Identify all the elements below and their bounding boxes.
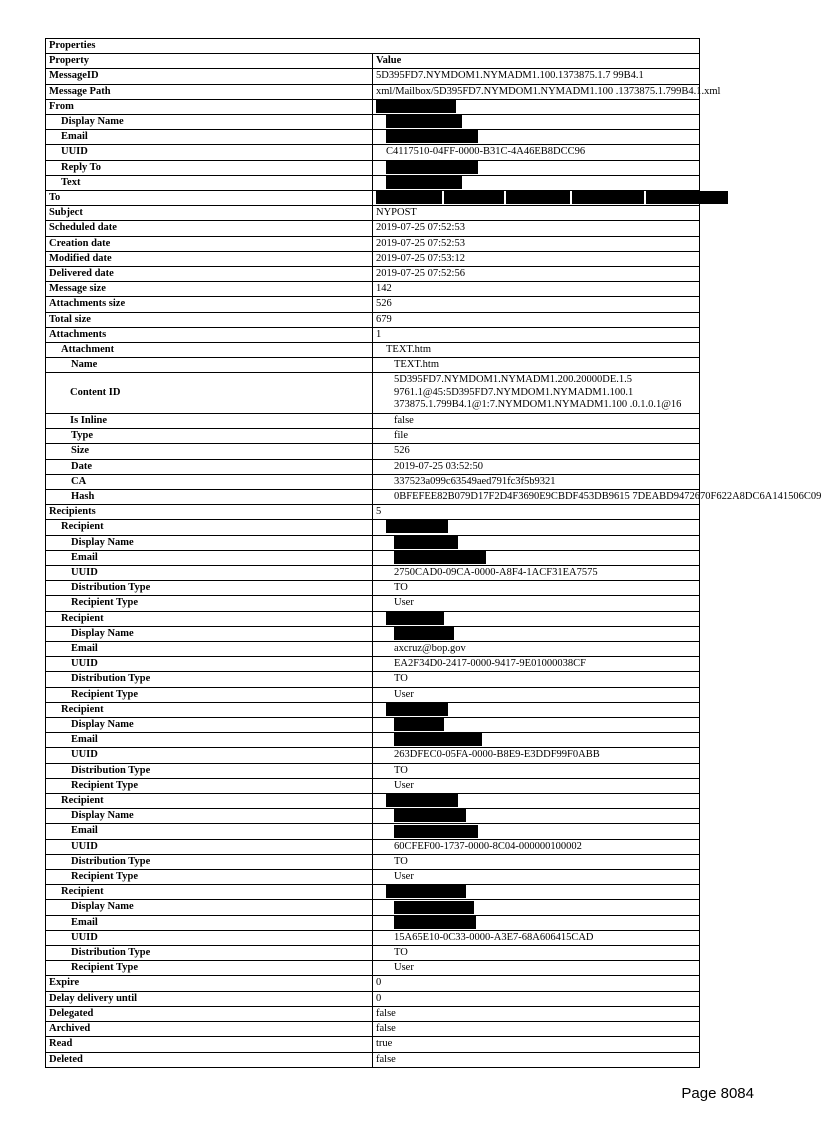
property-value: NYPOST <box>373 206 700 221</box>
redacted-value <box>373 611 700 626</box>
table-row <box>46 809 700 824</box>
redaction-box <box>394 916 476 929</box>
property-value: 2019-07-25 07:52:56 <box>373 267 700 282</box>
column-header-property: Property <box>46 54 373 69</box>
property-label: Attachments <box>46 327 373 342</box>
redacted-value <box>373 130 700 145</box>
table-row <box>46 1006 700 1021</box>
table-row <box>46 626 700 641</box>
table-row <box>46 69 700 84</box>
table-row <box>46 115 700 130</box>
property-label: CA <box>46 474 373 489</box>
table-row <box>46 282 700 297</box>
redacted-value <box>373 520 700 535</box>
property-value: TEXT.htm <box>373 358 700 373</box>
property-label: Email <box>46 915 373 930</box>
property-label: From <box>46 99 373 114</box>
table-row <box>46 267 700 282</box>
table-row <box>46 520 700 535</box>
redaction-box <box>386 176 462 189</box>
property-label: Recipient <box>46 794 373 809</box>
property-label: Reply To <box>46 160 373 175</box>
property-label: Display Name <box>46 718 373 733</box>
table-row <box>46 489 700 504</box>
property-label: Scheduled date <box>46 221 373 236</box>
property-value: 263DFEC0-05FA-0000-B8E9-E3DDF99F0ABB <box>373 748 700 763</box>
property-label: Type <box>46 429 373 444</box>
table-row <box>46 535 700 550</box>
property-label: Email <box>46 130 373 145</box>
property-label: Recipients <box>46 505 373 520</box>
property-value: 0 <box>373 991 700 1006</box>
property-value: 60CFEF00-1737-0000-8C04-000000100002 <box>373 839 700 854</box>
property-value: EA2F34D0-2417-0000-9417-9E01000038CF <box>373 657 700 672</box>
property-label: Is Inline <box>46 413 373 428</box>
table-row <box>46 297 700 312</box>
table-row <box>46 748 700 763</box>
redaction-box <box>386 115 462 128</box>
property-label: Delivered date <box>46 267 373 282</box>
property-value: 0BFEFEE82B079D17F2D4F3690E9CBDF453DB9615 7DEABD9472670F622A8DC6A141506C09 <box>373 489 700 504</box>
property-value: C4117510-04FF-0000-B31C-4A46EB8DCC96 <box>373 145 700 160</box>
table-row <box>46 206 700 221</box>
table-row <box>46 596 700 611</box>
property-value: 0 <box>373 976 700 991</box>
property-label: Display Name <box>46 626 373 641</box>
redacted-value <box>373 885 700 900</box>
property-label: Recipient <box>46 520 373 535</box>
table-row <box>46 885 700 900</box>
column-header-value: Value <box>373 54 700 69</box>
property-value: 5D395FD7.NYMDOM1.NYMADM1.100.1373875.1.7 99B4.1 <box>373 69 700 84</box>
property-label: Name <box>46 358 373 373</box>
table-row <box>46 373 700 414</box>
property-value: TO <box>373 854 700 869</box>
property-label: Distribution Type <box>46 581 373 596</box>
property-value: 15A65E10-0C33-0000-A3E7-68A606415CAD <box>373 930 700 945</box>
table-row <box>46 718 700 733</box>
property-label: Display Name <box>46 900 373 915</box>
properties-table-body <box>46 39 821 1068</box>
redaction-box <box>394 733 482 746</box>
property-label: UUID <box>46 145 373 160</box>
table-row <box>46 343 700 358</box>
redaction-box <box>506 191 570 204</box>
property-label: UUID <box>46 748 373 763</box>
redacted-value <box>373 175 700 190</box>
table-row <box>46 642 700 657</box>
redacted-value <box>373 626 700 641</box>
property-label: UUID <box>46 839 373 854</box>
property-value: 526 <box>373 297 700 312</box>
redaction-box <box>394 901 474 914</box>
table-row <box>46 566 700 581</box>
table-row <box>46 839 700 854</box>
property-value: User <box>373 778 700 793</box>
property-label: Display Name <box>46 535 373 550</box>
redaction-box <box>376 100 456 113</box>
property-label: Email <box>46 733 373 748</box>
property-label: Display Name <box>46 809 373 824</box>
table-row <box>46 824 700 839</box>
redacted-value <box>373 733 700 748</box>
property-value: 5 <box>373 505 700 520</box>
redaction-box <box>394 536 458 549</box>
property-value: TEXT.htm <box>373 343 700 358</box>
property-label: Message Path <box>46 84 373 99</box>
redaction-box <box>386 885 466 898</box>
table-row <box>46 459 700 474</box>
property-label: Size <box>46 444 373 459</box>
property-value: 2019-07-25 03:52:50 <box>373 459 700 474</box>
property-label: Recipient <box>46 611 373 626</box>
table-row <box>46 312 700 327</box>
table-title-row <box>46 39 700 54</box>
property-label: Message size <box>46 282 373 297</box>
table-row <box>46 763 700 778</box>
property-value: 2019-07-25 07:52:53 <box>373 221 700 236</box>
property-label: Hash <box>46 489 373 504</box>
table-row <box>46 1022 700 1037</box>
table-row <box>46 946 700 961</box>
table-row <box>46 251 700 266</box>
redacted-value <box>373 718 700 733</box>
table-row <box>46 221 700 236</box>
redacted-value <box>373 900 700 915</box>
property-label: UUID <box>46 566 373 581</box>
page-number: Page 8084 <box>681 1085 754 1102</box>
property-label: Archived <box>46 1022 373 1037</box>
property-value: false <box>373 1022 700 1037</box>
redacted-value <box>373 160 700 175</box>
table-row <box>46 915 700 930</box>
redaction-box <box>394 718 444 731</box>
table-row <box>46 687 700 702</box>
property-label: Email <box>46 642 373 657</box>
property-label: Total size <box>46 312 373 327</box>
property-value: TO <box>373 672 700 687</box>
property-label: Recipient Type <box>46 961 373 976</box>
table-row <box>46 733 700 748</box>
property-label: To <box>46 191 373 206</box>
property-value: 679 <box>373 312 700 327</box>
table-row <box>46 327 700 342</box>
property-label: Recipient Type <box>46 596 373 611</box>
redaction-box <box>386 612 444 625</box>
properties-table <box>45 38 821 1068</box>
property-value: file <box>373 429 700 444</box>
table-row <box>46 611 700 626</box>
table-row <box>46 550 700 565</box>
table-row <box>46 130 700 145</box>
table-row <box>46 236 700 251</box>
redaction-box <box>386 520 448 533</box>
table-row <box>46 976 700 991</box>
table-row <box>46 961 700 976</box>
property-label: Display Name <box>46 115 373 130</box>
property-label: Attachments size <box>46 297 373 312</box>
property-label: Recipient Type <box>46 778 373 793</box>
redaction-box <box>646 191 728 204</box>
table-row <box>46 930 700 945</box>
property-label: Deleted <box>46 1052 373 1067</box>
redacted-value <box>373 535 700 550</box>
property-label: MessageID <box>46 69 373 84</box>
table-row <box>46 1052 700 1067</box>
table-row <box>46 429 700 444</box>
property-label: Distribution Type <box>46 854 373 869</box>
property-value: User <box>373 596 700 611</box>
property-label: Distribution Type <box>46 946 373 961</box>
property-label: Recipient <box>46 702 373 717</box>
property-label: Modified date <box>46 251 373 266</box>
property-value: User <box>373 870 700 885</box>
redaction-box <box>572 191 644 204</box>
redacted-value <box>373 550 700 565</box>
property-value: 142 <box>373 282 700 297</box>
redaction-box <box>386 703 448 716</box>
table-row <box>46 99 700 114</box>
table-title: Properties <box>46 39 700 54</box>
redaction-box <box>394 825 478 838</box>
table-row <box>46 505 700 520</box>
redaction-box <box>386 794 458 807</box>
redacted-value <box>373 809 700 824</box>
table-row <box>46 900 700 915</box>
property-value: TO <box>373 581 700 596</box>
property-label: Delegated <box>46 1006 373 1021</box>
redaction-box <box>386 161 478 174</box>
redacted-value <box>373 794 700 809</box>
redaction-box <box>444 191 504 204</box>
table-row <box>46 581 700 596</box>
property-label: UUID <box>46 930 373 945</box>
property-value: false <box>373 413 700 428</box>
table-row <box>46 672 700 687</box>
property-label: Text <box>46 175 373 190</box>
table-row <box>46 160 700 175</box>
property-label: Delay delivery until <box>46 991 373 1006</box>
redacted-value <box>373 191 700 206</box>
redacted-value <box>373 702 700 717</box>
table-row <box>46 474 700 489</box>
redacted-value <box>373 824 700 839</box>
property-value: 1 <box>373 327 700 342</box>
property-label: Distribution Type <box>46 763 373 778</box>
property-label: Date <box>46 459 373 474</box>
property-value: true <box>373 1037 700 1052</box>
property-value: false <box>373 1006 700 1021</box>
property-label: Creation date <box>46 236 373 251</box>
property-label: Email <box>46 824 373 839</box>
property-value: xml/Mailbox/5D395FD7.NYMDOM1.NYMADM1.100 .1373875.1.799B4.1.xml <box>373 84 700 99</box>
property-value: axcruz@bop.gov <box>373 642 700 657</box>
redaction-box <box>394 809 466 822</box>
table-row <box>46 1037 700 1052</box>
property-label: Read <box>46 1037 373 1052</box>
property-value: User <box>373 687 700 702</box>
table-row <box>46 413 700 428</box>
property-label: Email <box>46 550 373 565</box>
property-value: 526 <box>373 444 700 459</box>
table-row <box>46 702 700 717</box>
table-header-row <box>46 54 700 69</box>
table-row <box>46 870 700 885</box>
redaction-box <box>386 130 478 143</box>
redaction-box <box>394 551 486 564</box>
table-row <box>46 444 700 459</box>
table-row <box>46 991 700 1006</box>
table-row <box>46 794 700 809</box>
table-row <box>46 657 700 672</box>
table-row <box>46 191 700 206</box>
table-row <box>46 854 700 869</box>
redacted-value <box>373 115 700 130</box>
table-row <box>46 145 700 160</box>
property-label: Distribution Type <box>46 672 373 687</box>
table-row <box>46 778 700 793</box>
redacted-value <box>373 915 700 930</box>
property-value: false <box>373 1052 700 1067</box>
table-row <box>46 84 700 99</box>
property-value: 5D395FD7.NYMDOM1.NYMADM1.200.20000DE.1.5 9761.1@45:5D395FD7.NYMDOM1.NYMADM1.100.1 373875.1.799B4.1@1:7.NYMDOM1.NYMADM1.100 .0.1.0.1@16 <box>373 373 700 414</box>
property-value: 337523a099c63549aed791fc3f5b9321 <box>373 474 700 489</box>
property-label: Subject <box>46 206 373 221</box>
property-value: TO <box>373 763 700 778</box>
property-label: Expire <box>46 976 373 991</box>
property-value: TO <box>373 946 700 961</box>
property-value: User <box>373 961 700 976</box>
property-value: 2019-07-25 07:53:12 <box>373 251 700 266</box>
property-value: 2019-07-25 07:52:53 <box>373 236 700 251</box>
redacted-value <box>373 99 700 114</box>
property-label: UUID <box>46 657 373 672</box>
redaction-box <box>394 627 454 640</box>
property-label: Recipient Type <box>46 687 373 702</box>
property-label: Attachment <box>46 343 373 358</box>
property-label: Recipient Type <box>46 870 373 885</box>
table-row <box>46 175 700 190</box>
property-value: 2750CAD0-09CA-0000-A8F4-1ACF31EA7575 <box>373 566 700 581</box>
property-label: Content ID <box>46 373 373 414</box>
table-row <box>46 358 700 373</box>
redaction-box <box>376 191 442 204</box>
property-label: Recipient <box>46 885 373 900</box>
